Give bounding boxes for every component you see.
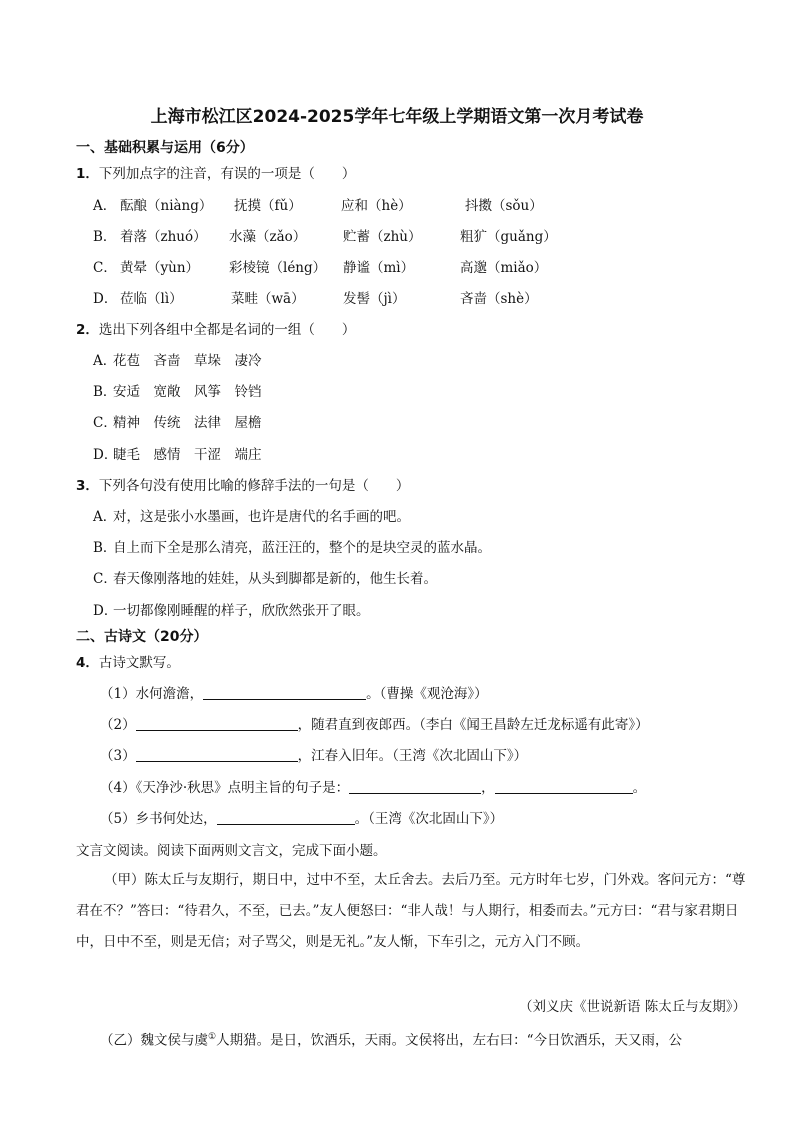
option-text: 自上而下全是那么清亮，蓝汪汪的，整个的是块空灵的蓝水晶。: [113, 540, 491, 556]
q1-c-item-4: 高邈（miǎo）: [460, 260, 548, 276]
option-text: 精神 传统 法律 屋檐: [113, 415, 262, 431]
option-label: A．: [93, 509, 117, 525]
fill-suffix: ，随君直到夜郎西。（李白《闻王昌龄左迁龙标遥有此寄》）: [297, 717, 649, 733]
option-text: 对，这是张小水墨画，也许是唐代的名手画的吧。: [113, 509, 410, 525]
option-label: A．: [93, 198, 117, 214]
q3-option-a: [93, 506, 410, 528]
q4-item-1: [100, 683, 488, 705]
option-text: 睫毛 感情 干涩 端庄: [113, 447, 262, 463]
question-number: 1．: [76, 166, 99, 182]
question-4: [76, 652, 180, 674]
question-number: 3．: [76, 478, 99, 494]
fill-prefix: （5）乡书何处达，: [100, 811, 217, 827]
q1-b-item-3: 贮蓄（zhù）: [343, 229, 422, 245]
q1-option-d: [93, 288, 118, 310]
q1-d-item-3: 发髻（jì）: [343, 291, 406, 307]
q1-b-item-4: 粗犷（guǎng）: [460, 229, 557, 245]
question-number: 4．: [76, 655, 99, 671]
option-text: 花苞 吝啬 草垛 凄冷: [113, 353, 262, 369]
q3-option-d: [93, 600, 370, 622]
passage-yi-rest: 人期猎。是日，饮酒乐，天雨。文侯将出，左右曰：“今日饮酒乐，天又雨，公: [216, 1032, 682, 1049]
q1-c-item-3: 静谧（mì）: [343, 260, 415, 276]
option-label: B．: [93, 384, 117, 400]
footnote-marker: ①: [208, 1032, 217, 1042]
q2-option-c: [93, 412, 262, 434]
q1-option-a: [93, 195, 117, 217]
q3-option-c: [93, 568, 437, 590]
question-1: [76, 163, 355, 185]
q1-d-item-1: 莅临（lì）: [120, 291, 183, 307]
option-text: 安适 宽敞 风筝 铃铛: [113, 384, 262, 400]
q2-option-b: [93, 381, 262, 403]
option-label: B．: [93, 540, 117, 556]
q1-a-item-4: 抖擞（sǒu）: [465, 198, 543, 214]
q4-item-4: [100, 777, 646, 799]
q1-c-item-2: 彩棱镜（léng）: [229, 260, 327, 276]
option-text: 一切都像刚睡醒的样子，欣欣然张开了眼。: [113, 603, 370, 619]
section-heading-2: 二、古诗文（20分）: [76, 629, 208, 645]
answer-blank[interactable]: [136, 747, 298, 762]
option-label: A．: [93, 353, 117, 369]
fill-suffix: 。（王湾《次北固山下》）: [354, 811, 504, 827]
q1-option-c: [93, 257, 117, 279]
option-text: 春天像刚落地的娃娃，从头到脚都是新的，他生长着。: [113, 571, 437, 587]
question-2: [76, 319, 355, 341]
fill-suffix: 。（曹操《观沧海》）: [366, 686, 488, 702]
answer-blank[interactable]: [349, 779, 481, 794]
fill-prefix: （2）: [100, 717, 136, 733]
option-label: D．: [93, 447, 118, 463]
page-title: 上海市松江区2024-2025学年七年级上学期语文第一次月考试卷: [150, 107, 644, 127]
reading-intro: 文言文阅读。阅读下面两则文言文，完成下面小题。: [76, 843, 387, 859]
q4-item-3: [100, 745, 527, 767]
section-heading-1: 一、基础积累与运用（6分）: [76, 140, 254, 156]
q3-option-b: [93, 537, 491, 559]
q4-item-5: [100, 808, 503, 830]
passage-yi: [100, 1022, 750, 1057]
option-label: D．: [93, 291, 118, 307]
q2-option-a: [93, 350, 262, 372]
option-label: C．: [93, 415, 117, 431]
answer-blank[interactable]: [217, 810, 355, 825]
q1-a-item-3: 应和（hè）: [341, 198, 412, 214]
q1-d-item-4: 吝啬（shè）: [460, 291, 538, 307]
option-label: D．: [93, 603, 118, 619]
fill-middle: ，: [481, 780, 495, 796]
question-text: 选出下列各组中全都是名词的一组（ ）: [98, 322, 356, 338]
answer-blank[interactable]: [495, 779, 633, 794]
q2-option-d: [93, 444, 262, 466]
option-label: C．: [93, 571, 117, 587]
question-text: 古诗文默写。: [98, 655, 180, 671]
question-text: 下列加点字的注音，有误的一项是（ ）: [98, 166, 356, 182]
fill-prefix: （3）: [100, 748, 136, 764]
q1-a-item-1: 酝酿（niàng）: [120, 198, 213, 214]
q1-b-item-1: 着落（zhuó）: [120, 229, 207, 245]
passage-jia: （甲）陈太丘与友期行，期日中，过中不至，太丘舍去。去后乃至。元方时年七岁，门外戏。客问元方：“尊君在不？”答曰：“待君久，不至，已去。”友人便怒曰：“非人哉！与人期行，相委而去。”元方曰：“君与家君期日中，日中不至，则是无信；对子骂父，则是无礼。”友人惭，下车引之，元方入门不顾。: [76, 872, 746, 950]
q4-item-2: [100, 714, 649, 736]
q1-d-item-2: 菜畦（wā）: [231, 291, 305, 307]
question-3: [76, 475, 409, 497]
q1-option-b: [93, 226, 117, 248]
fill-prefix: （4）《天净沙·秋思》点明主旨的句子是：: [100, 780, 350, 796]
fill-suffix: 。: [632, 780, 647, 796]
q1-b-item-2: 水藻（zǎo）: [229, 229, 307, 245]
option-label: C．: [93, 260, 117, 276]
option-label: B．: [93, 229, 117, 245]
answer-blank[interactable]: [203, 685, 366, 700]
q1-a-item-2: 抚摸（fǔ）: [234, 198, 302, 214]
fill-prefix: （1）水何澹澹，: [100, 686, 204, 702]
question-number: 2．: [76, 322, 99, 338]
fill-suffix: ，江春入旧年。（王湾《次北固山下》）: [297, 748, 528, 764]
passage-jia-source: （刘义庆《世说新语 陈太丘与友期》）: [518, 999, 746, 1015]
q1-c-item-1: 黄晕（yùn）: [120, 260, 200, 276]
answer-blank[interactable]: [136, 716, 298, 731]
question-text: 下列各句没有使用比喻的修辞手法的一句是（ ）: [98, 478, 410, 494]
passage-yi-start: （乙）魏文侯与虞: [100, 1032, 208, 1049]
